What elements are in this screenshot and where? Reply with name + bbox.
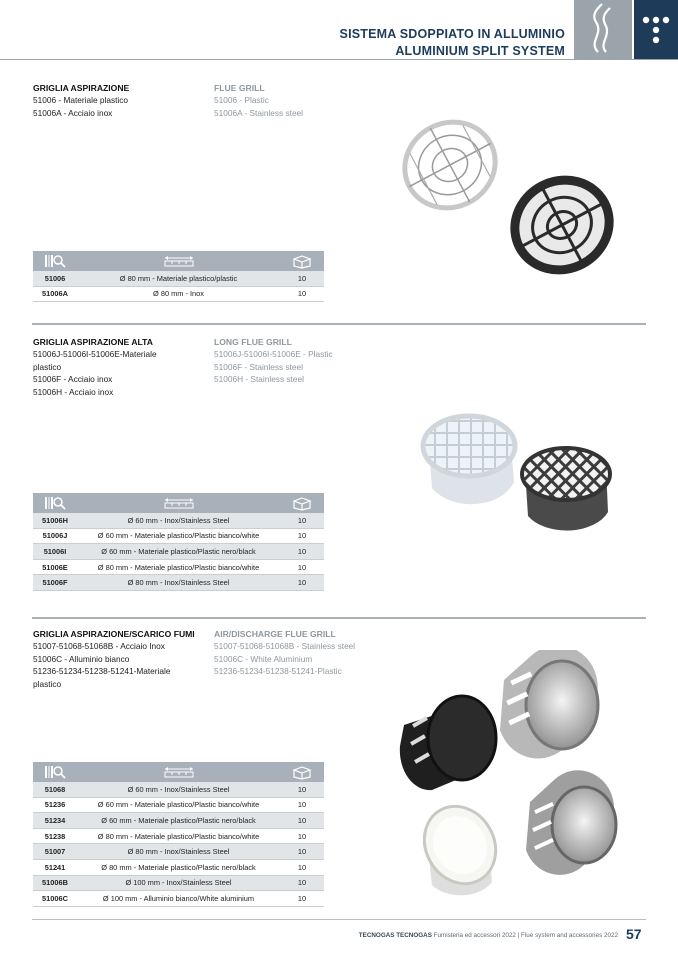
steel-air-discharge-grill-image-top <box>500 650 598 758</box>
product-description: Ø 80 mm - Inox/Stainless Steel <box>77 844 280 860</box>
section2-en-block <box>214 336 333 386</box>
product-quantity: 10 <box>280 575 324 591</box>
section2-en-line: 51006H - Stainless steel <box>214 374 304 384</box>
product-description: Ø 100 mm - Inox/Stainless Steel <box>77 875 280 891</box>
section1-product-image <box>392 110 622 285</box>
tecnogas-dots-icon <box>634 0 678 59</box>
white-flue-grill-image <box>392 110 510 224</box>
table-row <box>33 286 324 302</box>
header-title-en: ALUMINIUM SPLIT SYSTEM <box>395 44 565 58</box>
page-number: 57 <box>626 926 642 942</box>
product-code: 51006F <box>33 575 77 591</box>
footer-divider <box>32 919 646 920</box>
section3-en-title: AIR/DISCHARGE FLUE GRILL <box>214 629 336 639</box>
table-row <box>33 528 324 544</box>
section1-en-title: FLUE GRILL <box>214 83 265 93</box>
section3-en-line: 51006C - White Aluminium <box>214 653 313 664</box>
section3-it-line: 51007-51068-51068B - Acciaio Inox <box>33 641 165 651</box>
product-quantity: 10 <box>280 286 324 302</box>
description-column-header <box>77 251 280 271</box>
table-row <box>33 859 324 875</box>
section2-it-block <box>33 336 157 398</box>
table-row <box>33 513 324 528</box>
table-row <box>33 813 324 829</box>
table-row <box>33 559 324 575</box>
product-description: Ø 80 mm - Materiale plastico/Plastic bianco/white <box>77 559 280 575</box>
table-header-row <box>33 251 324 271</box>
product-description: Ø 100 mm - Alluminio bianco/White aluminium <box>77 891 280 907</box>
magnifier-code-icon <box>44 254 66 268</box>
table-row <box>33 271 324 286</box>
product-description: Ø 80 mm - Materiale plastico/plastic <box>77 271 280 286</box>
table-row <box>33 797 324 813</box>
quantity-column-header <box>280 493 324 513</box>
header-logo-tab <box>634 0 678 59</box>
product-code: 51006A <box>33 286 77 302</box>
section2-product-image <box>410 408 625 548</box>
section-divider <box>32 323 646 325</box>
product-quantity: 10 <box>280 875 324 891</box>
product-description: Ø 60 mm - Inox/Stainless Steel <box>77 782 280 797</box>
magnifier-code-icon <box>44 496 66 510</box>
section2-product-table <box>33 493 324 591</box>
product-description: Ø 80 mm - Inox/Stainless Steel <box>77 575 280 591</box>
section3-product-image <box>392 650 622 910</box>
product-code: 51006I <box>33 544 77 560</box>
description-column-header <box>77 493 280 513</box>
ruler-diameter-icon <box>164 766 194 778</box>
product-description: Ø 80 mm - Materiale plastico/Plastic nero/black <box>77 859 280 875</box>
section2-it-line: plastico <box>33 361 62 372</box>
white-aluminium-grill-image <box>411 793 510 896</box>
description-column-header <box>77 762 280 782</box>
footer-brand: TECNOGAS TECNOGAS <box>358 932 432 939</box>
smoke-icon <box>574 0 632 59</box>
product-description: Ø 60 mm - Materiale plastico/Plastic bianco/white <box>77 528 280 544</box>
box-quantity-icon <box>292 765 312 780</box>
header-title-it: SISTEMA SDOPPIATO IN ALLUMINIO <box>339 27 565 41</box>
header-divider <box>0 59 678 60</box>
product-quantity: 10 <box>280 528 324 544</box>
ruler-diameter-icon <box>164 497 194 509</box>
product-code: 51238 <box>33 828 77 844</box>
footer-text <box>359 932 618 939</box>
product-quantity: 10 <box>280 559 324 575</box>
table-row <box>33 891 324 907</box>
code-column-header <box>33 251 77 271</box>
product-code: 51068 <box>33 782 77 797</box>
product-quantity: 10 <box>280 891 324 907</box>
section2-it-line: 51006F - Acciaio inox <box>33 374 113 384</box>
product-description: Ø 80 mm - Materiale plastico/Plastic bianco/white <box>77 828 280 844</box>
table-row <box>33 544 324 560</box>
section3-it-line: plastico <box>33 678 62 689</box>
product-code: 51236 <box>33 797 77 813</box>
product-code: 51006J <box>33 528 77 544</box>
product-quantity: 10 <box>280 782 324 797</box>
section3-en-line: 51236-51234-51238-51241-Plastic <box>214 666 342 676</box>
section1-it-block <box>33 82 129 119</box>
product-description: Ø 80 mm - Inox <box>77 286 280 302</box>
header-smoke-tab <box>574 0 632 59</box>
product-code: 51006B <box>33 875 77 891</box>
section3-en-block <box>214 628 355 678</box>
footer-catalog: Fumisteria ed accessori 2022 | Flue system and accessories 2022 <box>433 932 618 939</box>
black-flue-grill-image <box>499 164 622 285</box>
section2-it-line: 51006H - Acciaio inox <box>33 386 114 397</box>
product-description: Ø 60 mm - Materiale plastico/Plastic nero/black <box>77 544 280 560</box>
section-divider <box>32 617 646 619</box>
product-quantity: 10 <box>280 844 324 860</box>
table-header-row <box>33 493 324 513</box>
product-quantity: 10 <box>280 797 324 813</box>
black-air-discharge-grill-image <box>400 696 496 790</box>
ruler-diameter-icon <box>164 255 194 267</box>
section2-it-title: GRIGLIA ASPIRAZIONE ALTA <box>33 337 153 347</box>
code-column-header <box>33 493 77 513</box>
section3-it-title: GRIGLIA ASPIRAZIONE/SCARICO FUMI <box>33 629 195 639</box>
product-quantity: 10 <box>280 513 324 528</box>
product-quantity: 10 <box>280 859 324 875</box>
section2-en-line: 51006F - Stainless steel <box>214 361 304 372</box>
product-quantity: 10 <box>280 544 324 560</box>
section3-it-line: 51236-51234-51238-51241-Materiale <box>33 666 171 676</box>
table-header-row <box>33 762 324 782</box>
table-row <box>33 875 324 891</box>
section2-en-title: LONG FLUE GRILL <box>214 337 292 347</box>
steel-air-discharge-grill-image-bottom <box>526 770 616 875</box>
table-row <box>33 828 324 844</box>
product-code: 51006C <box>33 891 77 907</box>
product-code: 51007 <box>33 844 77 860</box>
product-quantity: 10 <box>280 813 324 829</box>
section3-en-line: 51007-51068-51068B - Stainless steel <box>214 641 356 651</box>
code-column-header <box>33 762 77 782</box>
section1-it-line: 51006A - Acciaio inox <box>33 107 113 118</box>
section1-en-line: 51006A - Stainless steel <box>214 107 304 118</box>
table-row <box>33 575 324 591</box>
white-long-flue-grill-image <box>423 416 515 504</box>
product-description: Ø 60 mm - Inox/Stainless Steel <box>77 513 280 528</box>
section2-it-line: 51006J-51006I-51006E-Materiale <box>33 349 157 359</box>
section1-product-table <box>33 251 324 302</box>
product-quantity: 10 <box>280 828 324 844</box>
section1-it-line: 51006 - Materiale plastico <box>33 95 129 105</box>
section1-en-block <box>214 82 303 119</box>
section1-en-line: 51006 - Plastic <box>214 95 269 105</box>
quantity-column-header <box>280 251 324 271</box>
product-code: 51234 <box>33 813 77 829</box>
section1-it-title: GRIGLIA ASPIRAZIONE <box>33 83 130 93</box>
box-quantity-icon <box>292 496 312 511</box>
product-code: 51006H <box>33 513 77 528</box>
magnifier-code-icon <box>44 765 66 779</box>
black-long-flue-grill-image <box>522 448 610 531</box>
product-quantity: 10 <box>280 271 324 286</box>
product-code: 51241 <box>33 859 77 875</box>
product-code: 51006 <box>33 271 77 286</box>
section3-it-block <box>33 628 195 690</box>
product-code: 51006E <box>33 559 77 575</box>
box-quantity-icon <box>292 254 312 269</box>
section3-it-line: 51006C - Alluminio bianco <box>33 653 130 664</box>
product-description: Ø 60 mm - Materiale plastico/Plastic nero/black <box>77 813 280 829</box>
table-row <box>33 782 324 797</box>
table-row <box>33 844 324 860</box>
section2-en-line: 51006J-51006I-51006E - Plastic <box>214 349 333 359</box>
quantity-column-header <box>280 762 324 782</box>
section3-product-table <box>33 762 324 907</box>
product-description: Ø 60 mm - Materiale plastico/Plastic bianco/white <box>77 797 280 813</box>
